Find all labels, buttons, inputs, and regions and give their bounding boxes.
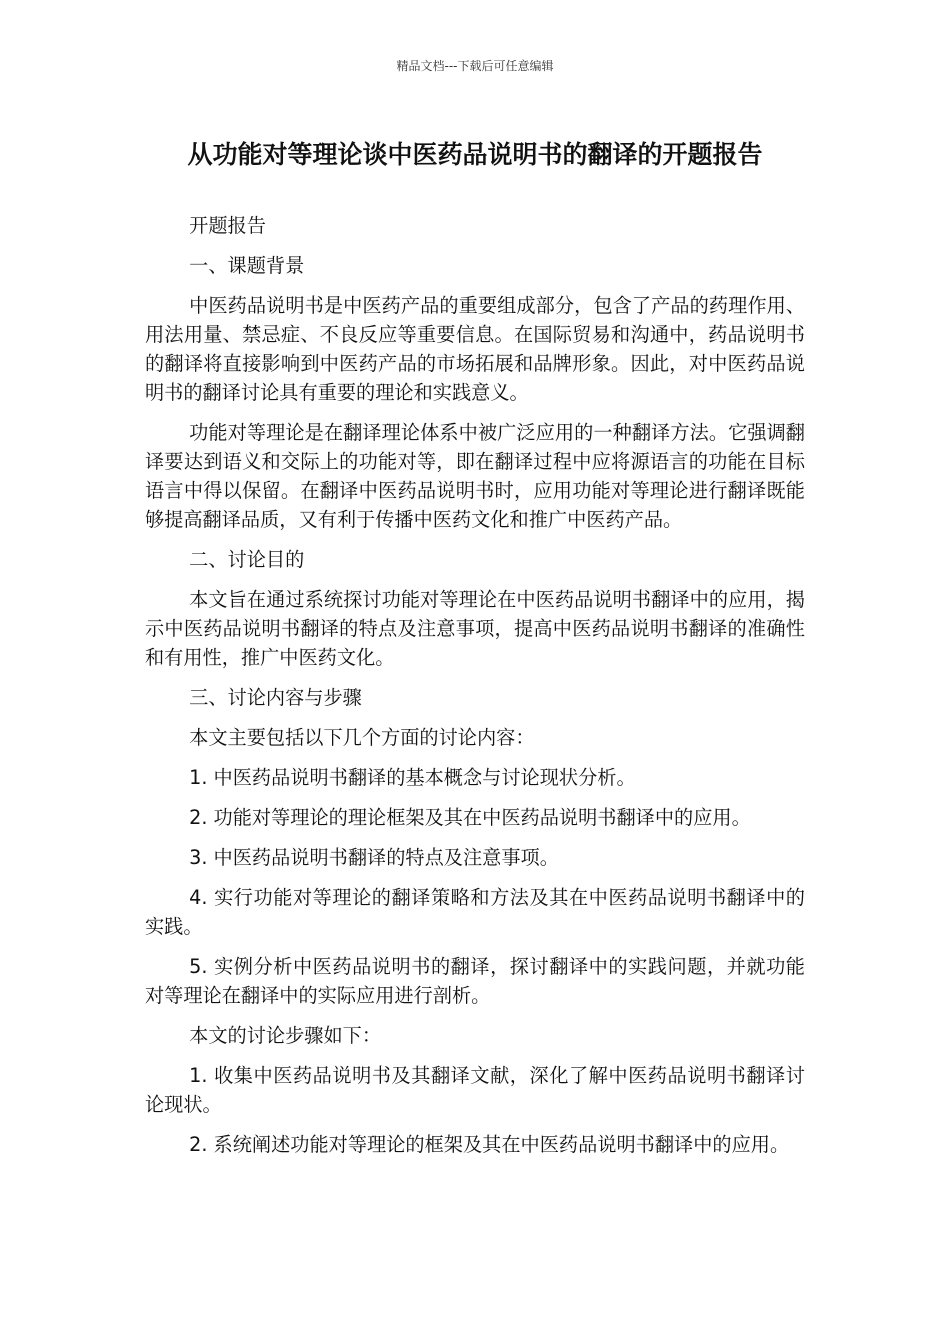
list-item: 2. 系统阐述功能对等理论的框架及其在中医药品说明书翻译中的应用。 bbox=[189, 1133, 790, 1156]
list-item: 1. 收集中医药品说明书及其翻译文献，深化了解中医药品说明书翻译讨论现状。 bbox=[145, 1064, 805, 1116]
document-title: 从功能对等理论谈中医药品说明书的翻译的开题报告 bbox=[187, 140, 763, 169]
section-label: 开题报告 bbox=[189, 214, 266, 237]
paragraph: 本文的讨论步骤如下： bbox=[189, 1024, 382, 1047]
document-body bbox=[145, 211, 805, 1170]
section-heading: 一、课题背景 bbox=[189, 254, 305, 277]
paragraph: 功能对等理论是在翻译理论体系中被广泛应用的一种翻译方法。它强调翻译要达到语义和交际上的功能对等，即在翻译过程中应将源语言的功能在目标语言中得以保留。在翻译中医药品说明书时，应用功能对等理论进行翻译既能够提高翻译品质，又有利于传播中医药文化和推广中医药产品。 bbox=[145, 421, 805, 531]
list-item: 3. 中医药品说明书翻译的特点及注意事项。 bbox=[189, 846, 559, 869]
section-heading: 二、讨论目的 bbox=[189, 548, 305, 571]
list-item: 4. 实行功能对等理论的翻译策略和方法及其在中医药品说明书翻译中的实践。 bbox=[145, 886, 805, 938]
paragraph: 本文主要包括以下几个方面的讨论内容： bbox=[189, 726, 535, 749]
list-item: 5. 实例分析中医药品说明书的翻译，探讨翻译中的实践问题，并就功能对等理论在翻译中的实际应用进行剖析。 bbox=[145, 955, 805, 1007]
list-item: 1. 中医药品说明书翻译的基本概念与讨论现状分析。 bbox=[189, 766, 636, 789]
section-heading: 三、讨论内容与步骤 bbox=[189, 686, 362, 709]
paragraph: 中医药品说明书是中医药产品的重要组成部分，包含了产品的药理作用、用法用量、禁忌症、不良反应等重要信息。在国际贸易和沟通中，药品说明书的翻译将直接影响到中医药产品的市场拓展和品牌形象。因此，对中医药品说明书的翻译讨论具有重要的理论和实践意义。 bbox=[145, 294, 805, 404]
list-item: 2. 功能对等理论的理论框架及其在中医药品说明书翻译中的应用。 bbox=[189, 806, 751, 829]
paragraph: 本文旨在通过系统探讨功能对等理论在中医药品说明书翻译中的应用，揭示中医药品说明书翻译的特点及注意事项，提高中医药品说明书翻译的准确性和有用性，推广中医药文化。 bbox=[145, 588, 805, 669]
page-header: 精品文档---下载后可任意编辑 bbox=[396, 59, 554, 73]
